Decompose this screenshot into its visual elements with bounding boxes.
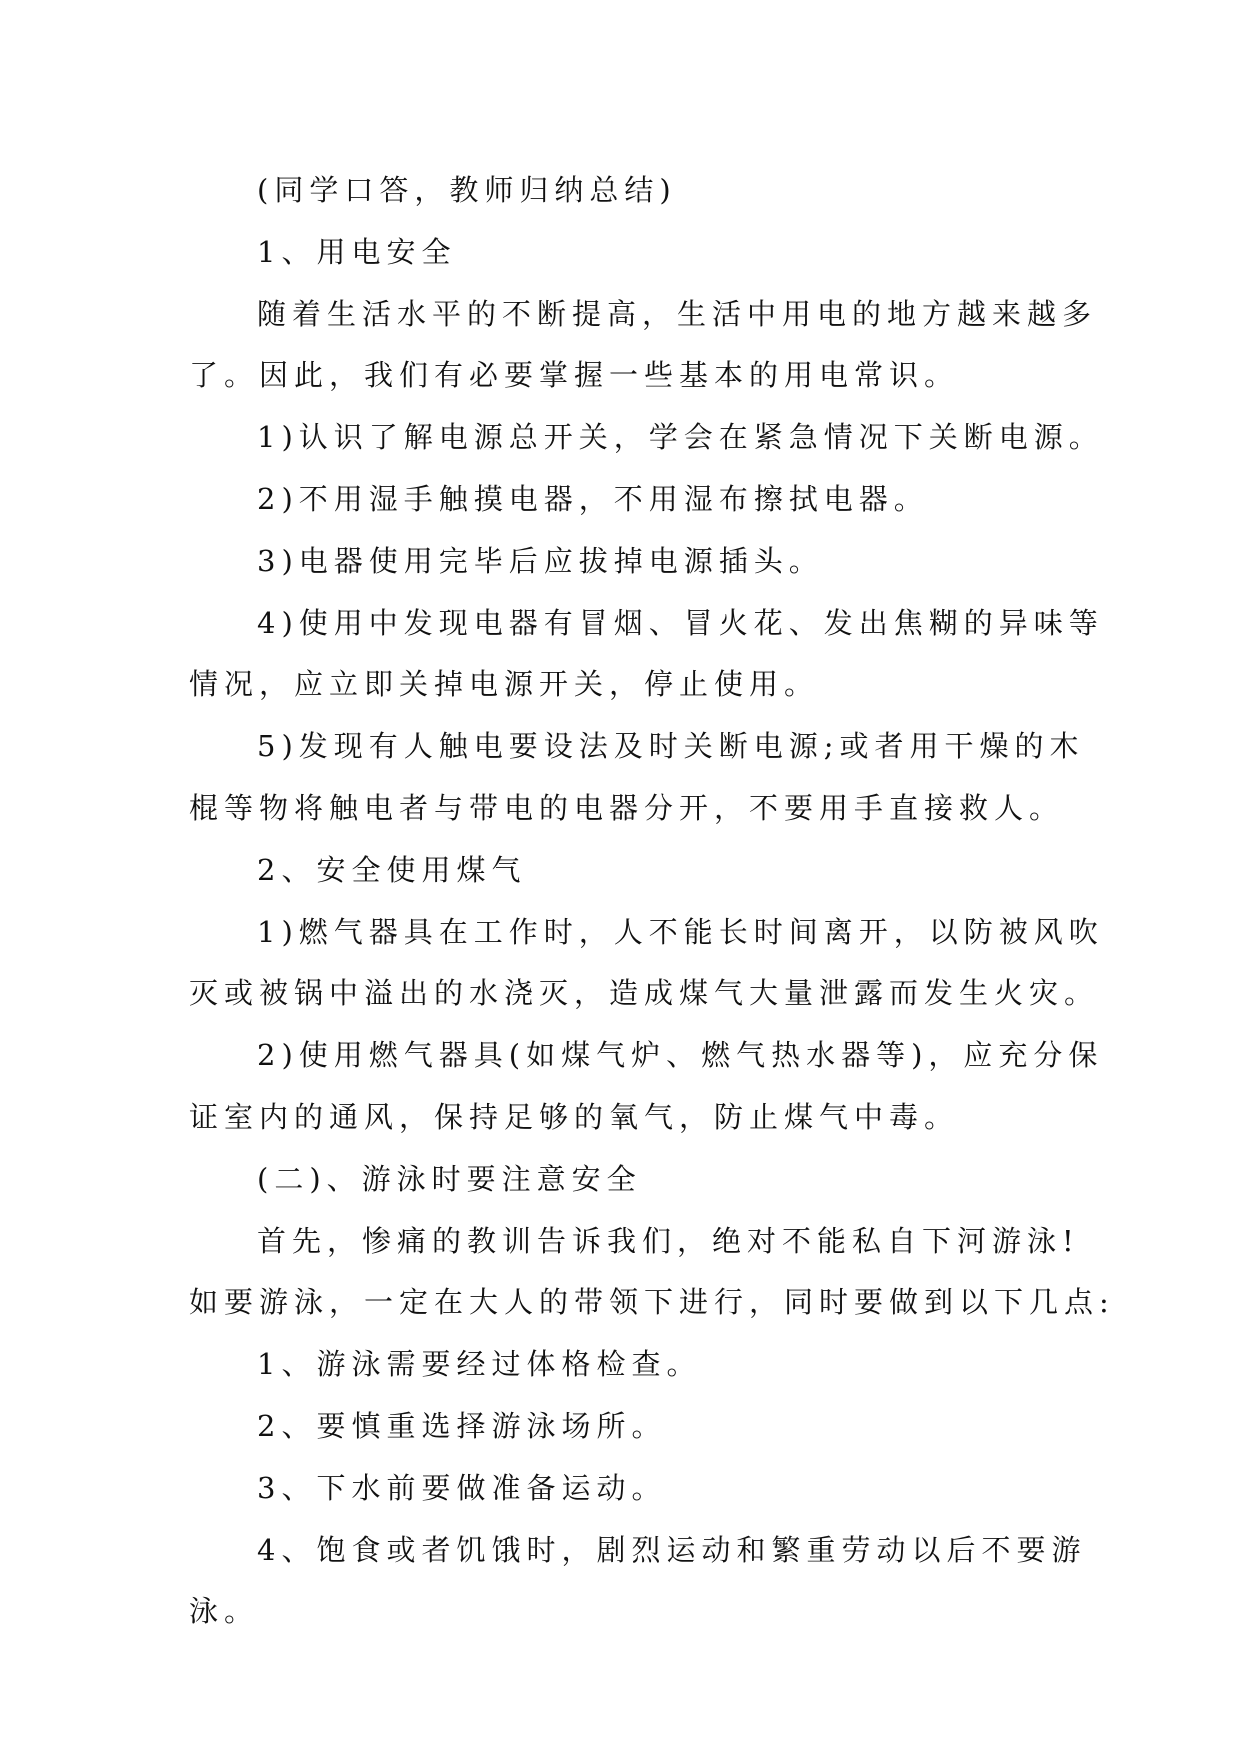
list-item: 2)使用燃气器具(如煤气炉、燃气热水器等)，应充分保 [257, 1038, 1104, 1073]
list-item: 4、饱食或者饥饿时，剧烈运动和繁重劳动以后不要游 [257, 1532, 1087, 1567]
list-item-continuation: 情况，应立即关掉电源开关，停止使用。 [189, 667, 820, 702]
section-heading-gas-safety: 2、安全使用煤气 [257, 852, 527, 887]
list-item-continuation: 棍等物将触电者与带电的电器分开，不要用手直接救人。 [189, 790, 1065, 825]
paragraph-line: (同学口答，教师归纳总结) [257, 173, 677, 207]
list-item-continuation: 灭或被锅中溢出的水浇灭，造成煤气大量泄露而发生火灾。 [189, 976, 1100, 1011]
list-item: 1、游泳需要经过体格检查。 [257, 1347, 702, 1382]
paragraph-line: 首先，惨痛的教训告诉我们，绝对不能私自下河游泳! [257, 1223, 1080, 1258]
paragraph-line: 如要游泳，一定在大人的带领下进行，同时要做到以下几点: [189, 1285, 1115, 1320]
list-item: 5)发现有人触电要设法及时关断电源;或者用干燥的木 [257, 729, 1085, 764]
section-heading-swimming-safety: (二)、游泳时要注意安全 [257, 1161, 642, 1196]
paragraph-line: 随着生活水平的不断提高，生活中用电的地方越来越多 [257, 296, 1098, 331]
list-item: 4)使用中发现电器有冒烟、冒火花、发出焦糊的异味等 [257, 605, 1104, 640]
list-item-continuation: 泳。 [189, 1594, 260, 1629]
section-heading-electrical-safety: 1、用电安全 [257, 234, 457, 269]
list-item: 2)不用湿手触摸电器，不用湿布擦拭电器。 [257, 481, 929, 516]
list-item: 3、下水前要做准备运动。 [257, 1470, 667, 1505]
list-item: 2、要慎重选择游泳场所。 [257, 1408, 667, 1443]
list-item: 1)燃气器具在工作时，人不能长时间离开，以防被风吹 [257, 914, 1104, 949]
list-item: 1)认识了解电源总开关，学会在紧急情况下关断电源。 [257, 420, 1104, 455]
list-item-continuation: 证室内的通风，保持足够的氧气，防止煤气中毒。 [189, 1099, 960, 1134]
document-body [189, 160, 1115, 1643]
paragraph-line: 了。因此，我们有必要掌握一些基本的用电常识。 [189, 358, 960, 393]
list-item: 3)电器使用完毕后应拔掉电源插头。 [257, 543, 824, 578]
